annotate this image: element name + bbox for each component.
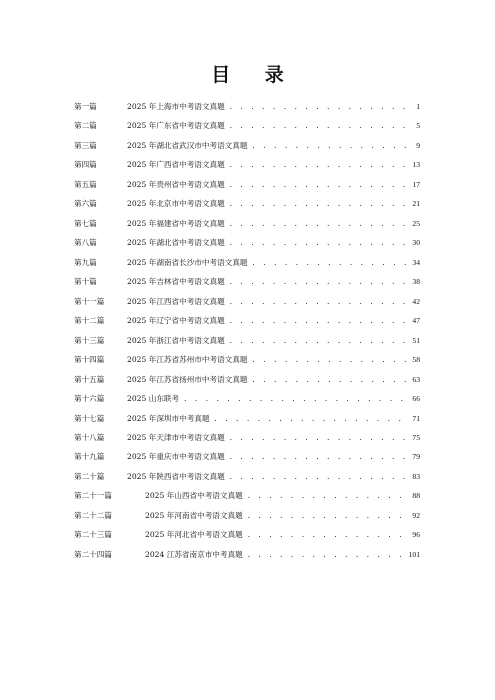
toc-entry[interactable] [74, 432, 420, 451]
toc-entry[interactable] [74, 159, 420, 178]
toc-entry-page: 30 [412, 238, 420, 248]
toc-entry-page: 83 [412, 471, 420, 481]
toc-entry-number: 第十五篇 [74, 374, 105, 384]
toc-entry-page: 25 [412, 218, 420, 228]
toc-entry-title: 2025 年吉林省中考语文真题 [127, 277, 225, 287]
dot-leader [229, 337, 409, 345]
toc-entry-page: 79 [412, 452, 420, 462]
toc-entry-title: 2025 年江苏省扬州市中考语文真题 [127, 374, 248, 384]
toc-entry-number: 第十一篇 [74, 296, 105, 306]
dot-leader [251, 259, 408, 267]
toc-entry-page: 75 [412, 432, 420, 442]
dot-leader [183, 395, 408, 403]
dot-leader [229, 473, 409, 481]
toc-entry-title: 2025 年广西省中考语文真题 [127, 160, 225, 170]
toc-entry-title: 2025 年山西省中考语文真题 [145, 491, 243, 501]
toc-entry-number: 第十三篇 [74, 335, 105, 345]
toc-entry[interactable] [74, 198, 420, 217]
toc-entry-title: 2025 年湖南省长沙市中考语文真题 [127, 257, 248, 267]
toc-entry[interactable] [74, 237, 420, 256]
toc-entry-title: 2025 年湖北省中考语文真题 [127, 238, 225, 248]
toc-entry-page: 13 [412, 160, 420, 170]
toc-entry-page: 47 [412, 316, 420, 326]
toc-entry-number: 第十八篇 [74, 432, 105, 442]
toc-entry-number: 第十二篇 [74, 316, 105, 326]
dot-leader [229, 200, 409, 208]
toc-entry-title: 2025 年天津市中考语文真题 [127, 432, 225, 442]
toc-entry[interactable] [74, 549, 420, 568]
toc-entry-page: 9 [416, 140, 420, 150]
toc-entry[interactable] [74, 120, 420, 139]
toc-entry[interactable] [74, 471, 420, 490]
toc-entry[interactable] [74, 451, 420, 470]
toc-entry[interactable] [74, 335, 420, 354]
toc-entry-title: 2025 年北京市中考语文真题 [127, 199, 225, 209]
toc-entry-number: 第五篇 [74, 179, 97, 189]
toc-entry[interactable] [74, 374, 420, 393]
dot-leader [251, 356, 408, 364]
toc-entry[interactable] [74, 276, 420, 295]
toc-entry[interactable] [74, 140, 420, 159]
toc-entry-number: 第十七篇 [74, 413, 105, 423]
toc-entry-page: 71 [412, 413, 420, 423]
toc-entry-page: 42 [412, 296, 420, 306]
toc-entry-page: 88 [412, 491, 420, 501]
toc-entry[interactable] [74, 179, 420, 198]
dot-leader [247, 512, 409, 520]
toc-entry-number: 第二十四篇 [74, 549, 112, 559]
toc-entry-title: 2025 年江西省中考语文真题 [127, 296, 225, 306]
dot-leader [229, 453, 409, 461]
toc-entry-number: 第十九篇 [74, 452, 105, 462]
toc-entry-number: 第四篇 [74, 160, 97, 170]
toc-entry-page: 58 [412, 355, 420, 365]
toc-entry-page: 66 [412, 394, 420, 404]
dot-leader [247, 531, 409, 539]
toc-entry[interactable] [74, 101, 420, 120]
toc-entry-title: 2025 年江苏省苏州市中考语文真题 [127, 355, 248, 365]
toc-entry-title: 2025 年浙江省中考语文真题 [127, 335, 225, 345]
toc-entry-number: 第六篇 [74, 199, 97, 209]
toc-entry[interactable] [74, 315, 420, 334]
toc-entry-number: 第九篇 [74, 257, 97, 267]
dot-leader [229, 298, 409, 306]
dot-leader [229, 317, 409, 325]
toc-entry-page: 92 [412, 510, 420, 520]
toc-entry-title: 2025 年广东省中考语文真题 [127, 121, 225, 131]
dot-leader [229, 278, 409, 286]
toc-entry-title: 2025 年深圳市中考真题 [127, 413, 210, 423]
toc-entry-title: 2025 年福建省中考语文真题 [127, 218, 225, 228]
dot-leader [251, 376, 408, 384]
dot-leader [229, 239, 409, 247]
dot-leader [247, 492, 409, 500]
toc-entry-title: 2025 年河南省中考语文真题 [145, 510, 243, 520]
toc-entry[interactable] [74, 354, 420, 373]
toc-entry-number: 第七篇 [74, 218, 97, 228]
toc-entry-number: 第一篇 [74, 102, 97, 111]
toc-entry-page: 21 [412, 199, 420, 209]
dot-leader [214, 415, 409, 423]
toc-entry-number: 第二十一篇 [74, 491, 112, 501]
toc-entry[interactable] [74, 257, 420, 276]
dot-leader [247, 551, 405, 559]
toc-entry-page: 96 [412, 530, 420, 540]
toc-entry-title: 2025 年重庆市中考语文真题 [127, 452, 225, 462]
toc-entry-title: 2025 年辽宁省中考语文真题 [127, 316, 225, 326]
toc-entry-number: 第三篇 [74, 140, 97, 150]
toc-entry-page: 1 [416, 102, 420, 111]
toc-entry-title: 2025 山东联考 [127, 394, 180, 404]
toc-entry-number: 第二篇 [74, 121, 97, 131]
toc-entry[interactable] [74, 393, 420, 412]
toc-entry[interactable] [74, 510, 420, 529]
toc-entry-number: 第二十二篇 [74, 510, 112, 520]
toc-entry-number: 第十六篇 [74, 394, 105, 404]
toc-entry[interactable] [74, 218, 420, 237]
toc-entry[interactable] [74, 296, 420, 315]
dot-leader [229, 161, 409, 169]
dot-leader [229, 181, 409, 189]
toc-entry-page: 38 [412, 277, 420, 287]
toc-entry-number: 第二十篇 [74, 471, 105, 481]
toc-entry-page: 63 [412, 374, 420, 384]
dot-leader [229, 103, 413, 111]
toc-entry-title: 2024 江苏省南京市中考真题 [145, 549, 243, 559]
toc-entry[interactable] [74, 529, 420, 548]
toc-entry[interactable] [74, 413, 420, 432]
toc-entry-page: 101 [408, 549, 420, 559]
toc-entry-title: 2025 年贵州省中考语文真题 [127, 179, 225, 189]
toc-entry-page: 51 [412, 335, 420, 345]
dot-leader [251, 142, 412, 150]
toc-entry-title: 2025 年湖北省武汉市中考语文真题 [127, 140, 248, 150]
toc-entry-page: 5 [416, 121, 420, 131]
toc-entry-title: 2025 年陕西省中考语文真题 [127, 471, 225, 481]
toc-entry-number: 第二十三篇 [74, 530, 112, 540]
page-title: 目 录 [211, 64, 298, 86]
dot-leader [229, 434, 409, 442]
toc-entry-number: 第十四篇 [74, 355, 105, 365]
table-of-contents [74, 101, 420, 568]
dot-leader [229, 122, 413, 130]
toc-entry[interactable] [74, 490, 420, 509]
toc-entry-number: 第八篇 [74, 238, 97, 248]
toc-entry-number: 第十篇 [74, 277, 97, 287]
dot-leader [229, 220, 409, 228]
toc-entry-title: 2025 年河北省中考语文真题 [145, 530, 243, 540]
toc-entry-page: 17 [412, 179, 420, 189]
toc-entry-page: 34 [412, 257, 420, 267]
toc-entry-title: 2025 年上海市中考语文真题 [127, 102, 225, 111]
